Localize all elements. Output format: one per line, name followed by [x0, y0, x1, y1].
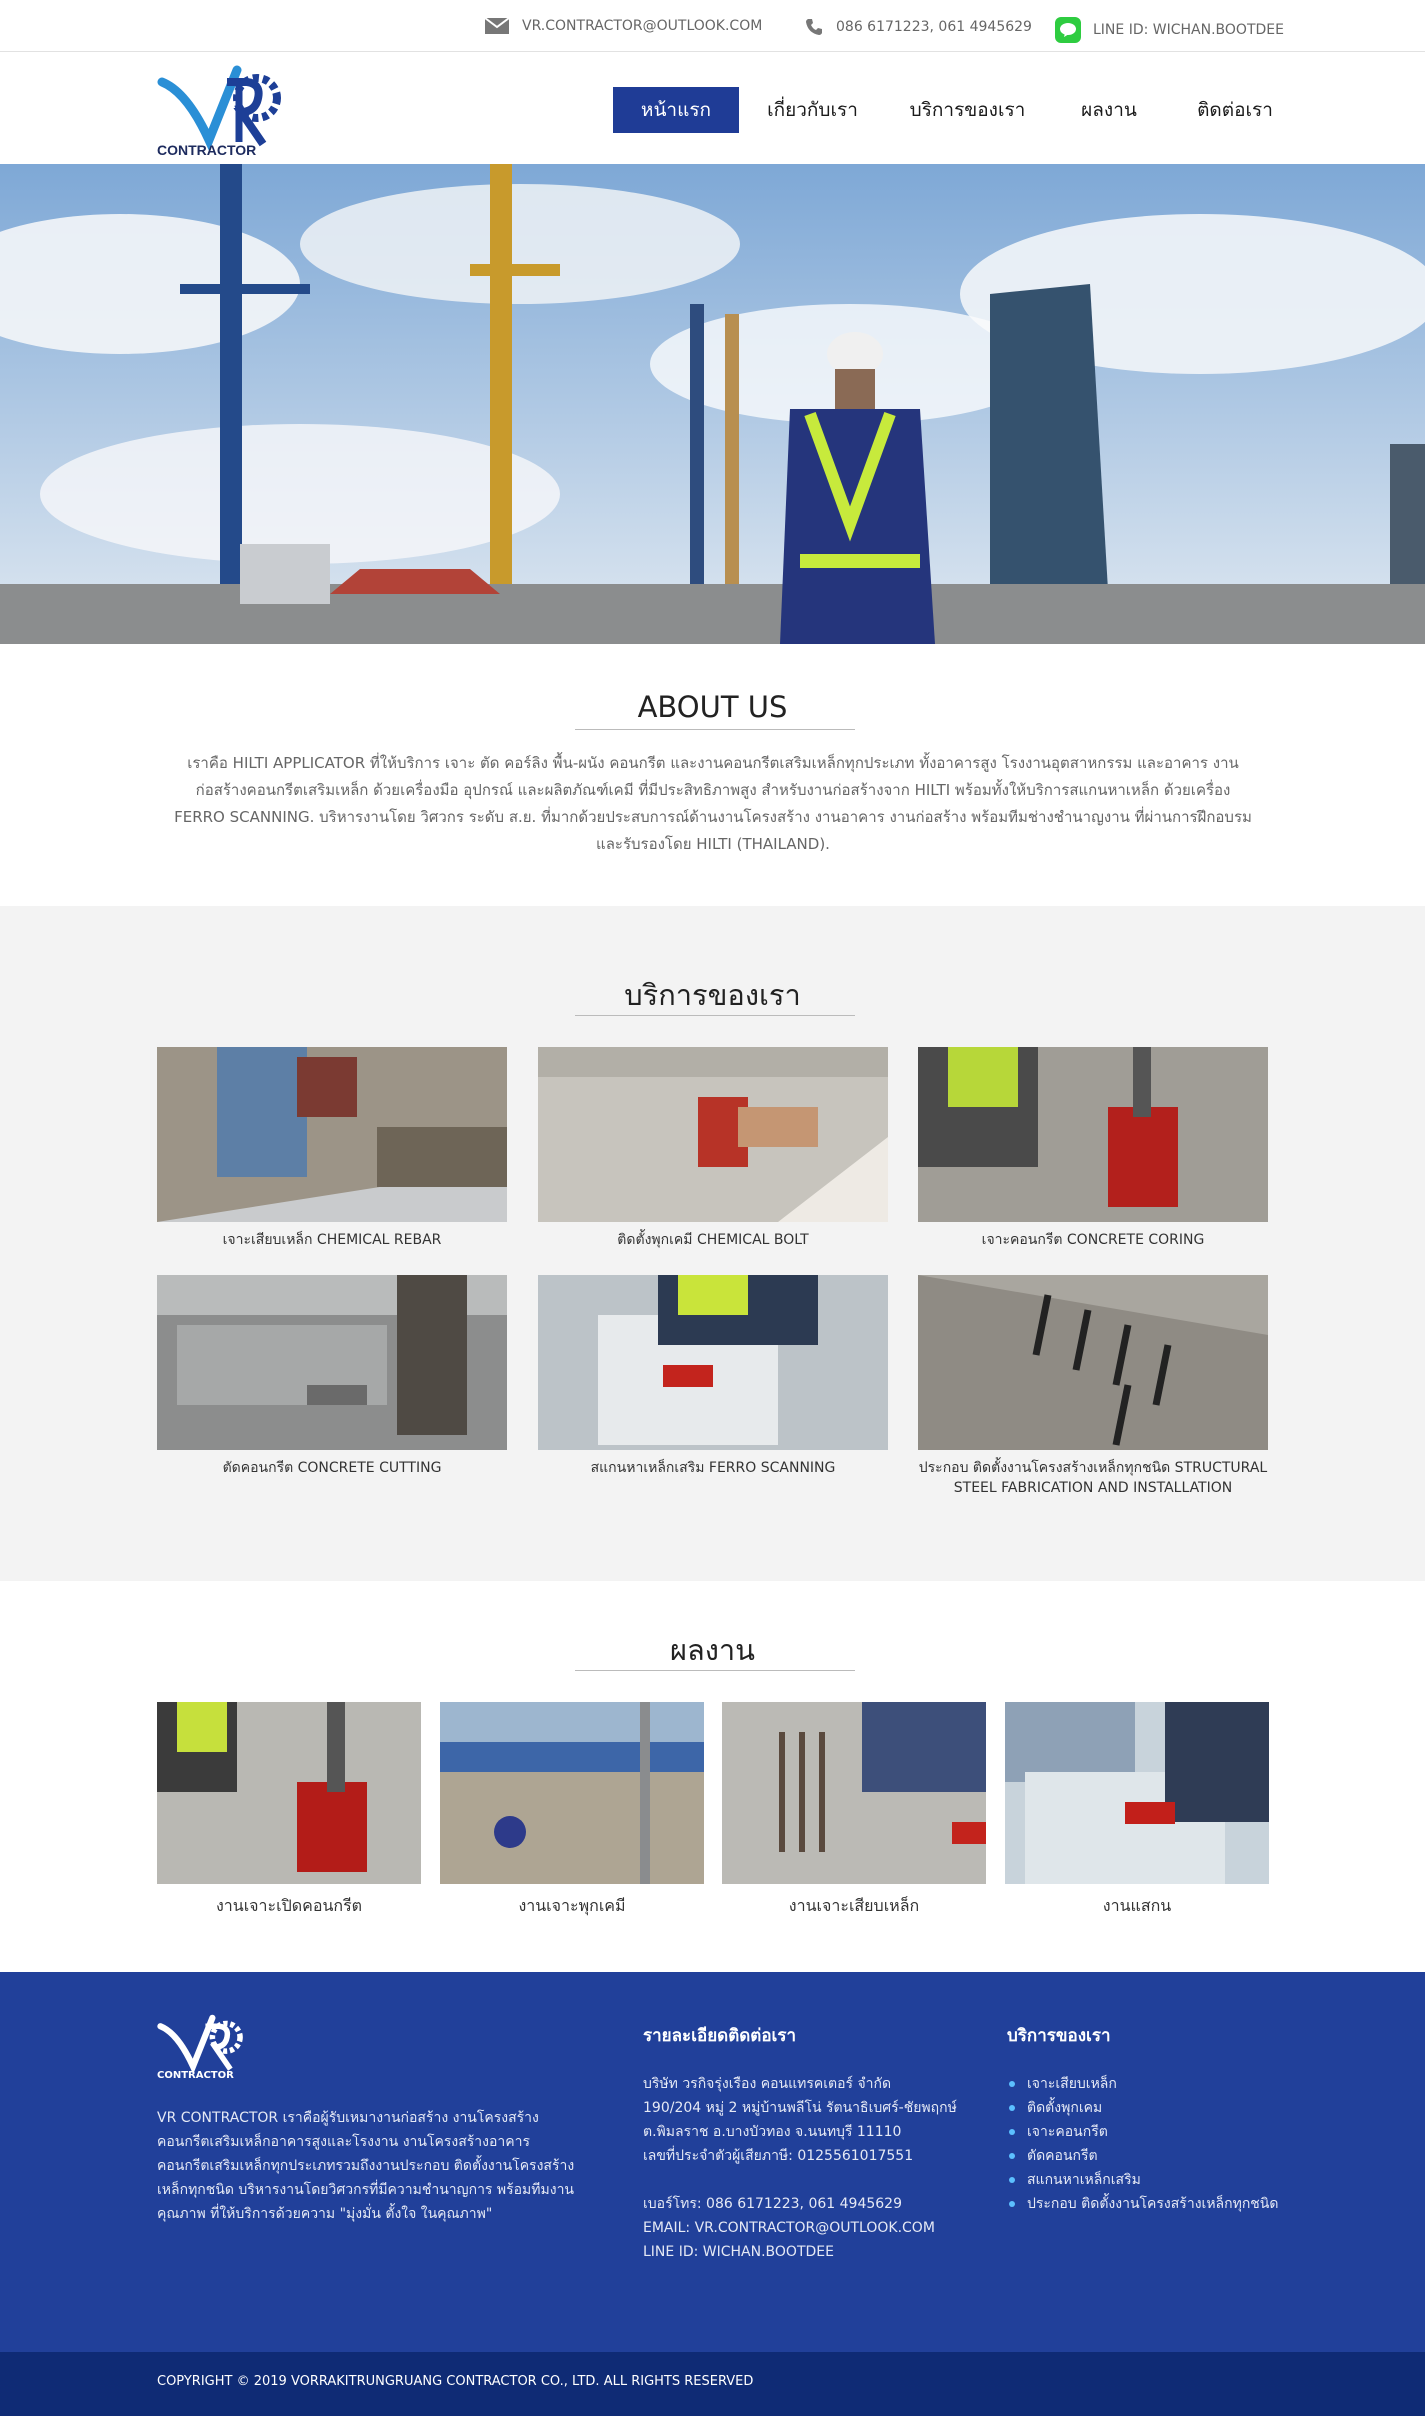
about-description: เราคือ HILTI APPLICATOR ที่ให้บริการ เจาะ ตัด คอร์ลิง พื้น-ผนัง คอนกรีต และงานคอนกรีตเสริมเหล็กทุกประเภท ทั้งอาคารสูง โรงงานอุตสาหกรรม และอาคาร งานก่อสร้างคอนกรีตเสริมเหล็ก ด้วยเครื่องมือ อุปกรณ์ และผลิตภัณฑ์เคมี ที่มีประสิทธิภาพสูง สำหรับงานก่อสร้างจาก HILTI พร้อมทั้งให้บริการสแกนหาเหล็ก ด้วยเครื่อง FERRO SCANNING. บริหารงานโดย วิศวกร ระดับ ส.ย. ที่มากด้วยประสบการณ์ด้านงานโครงสร้าง งานอาคาร งานก่อสร้าง พร้อมทีมช่างชำนาญงาน ที่ผ่านการฝึกอบรมและรับรองโดย HILTI (THAILAND).	[174, 754, 1252, 853]
nav-portfolio[interactable]: ผลงาน	[1081, 99, 1137, 121]
main-navbar	[0, 52, 1425, 164]
footer-contact-title: รายละเอียดติดต่อเรา	[643, 2026, 797, 2046]
footer-company: บริษัท วรกิจรุ่งเรือง คอนแทรคเตอร์ จำกัด	[643, 2076, 892, 2092]
service-image-ferro-scanning[interactable]	[538, 1275, 888, 1450]
service-image-concrete-coring[interactable]	[918, 1047, 1268, 1222]
portfolio-caption-concrete-opening: งานเจาะเปิดคอนกรีต	[215, 1896, 363, 1915]
service-caption-concrete-cutting: ตัดคอนกรีต CONCRETE CUTTING	[222, 1460, 442, 1476]
footer-about-text: VR CONTRACTOR เราคือผู้รับเหมางานก่อสร้าง งานโครงสร้างคอนกรีตเสริมเหล็กอาคารสูงและโรงงาน งานโครงสร้างอาคารคอนกรีตเสริมเหล็กทุกประเภทรวมถึงงานประกอบ ติดตั้งงานโครงสร้างเหล็กทุกชนิด บริหารงานโดยวิศวกรที่มีความชำนาญการ พร้อมทีมงานคุณภาพ ที่ให้บริการด้วยความ "มุ่งมั่น ตั้งใจ ในคุณภาพ"	[157, 2110, 575, 2222]
nav-contact[interactable]: ติดต่อเรา	[1197, 99, 1273, 121]
service-image-concrete-cutting[interactable]	[157, 1275, 507, 1450]
footer-address-1: 190/204 หมู่ 2 หมู่บ้านพลีโน่ รัตนาธิเบศร์-ชัยพฤกษ์	[643, 2100, 957, 2116]
line-app-icon	[1055, 17, 1081, 43]
footer-service-item[interactable]: ประกอบ ติดตั้งงานโครงสร้างเหล็กทุกชนิด	[1007, 2192, 1337, 2216]
footer-service-item[interactable]: ตัดคอนกรีต	[1007, 2144, 1337, 2168]
portfolio-caption-chemical-anchor: งานเจาะพุกเคมี	[518, 1896, 626, 1915]
footer-tax-id: เลขที่ประจำตัวผู้เสียภาษี: 0125561017551	[643, 2148, 914, 2164]
line-contact[interactable]	[1055, 17, 1284, 43]
email-text: VR.CONTRACTOR@OUTLOOK.COM	[522, 18, 763, 34]
copyright-bar	[0, 2352, 1425, 2416]
footer-logo-text: CONTRACTOR	[157, 2070, 234, 2081]
footer-line[interactable]: LINE ID: WICHAN.BOOTDEE	[643, 2244, 834, 2260]
nav-about[interactable]: เกี่ยวกับเรา	[767, 99, 858, 121]
footer-service-item[interactable]: เจาะคอนกรีต	[1007, 2120, 1337, 2144]
logo-text: CONTRACTOR	[157, 142, 257, 158]
portfolio-caption-scanning: งานแสกน	[1102, 1896, 1172, 1915]
service-caption-chemical-bolt: ติดตั้งพุกเคมี CHEMICAL BOLT	[617, 1232, 809, 1248]
portfolio-image-chemical-anchor[interactable]	[440, 1702, 704, 1884]
envelope-icon	[484, 17, 510, 35]
portfolio-image-scanning[interactable]	[1005, 1702, 1269, 1884]
footer-address-2: ต.พิมลราช อ.บางบัวทอง จ.นนทบุรี 11110	[643, 2124, 902, 2140]
service-caption-ferro-scanning: สแกนหาเหล็กเสริม FERRO SCANNING	[590, 1460, 836, 1476]
nav-home[interactable]: หน้าแรก	[613, 87, 739, 133]
email-contact[interactable]	[484, 17, 762, 35]
footer-email[interactable]: EMAIL: VR.CONTRACTOR@OUTLOOK.COM	[643, 2220, 935, 2236]
footer-service-item[interactable]: เจาะเสียบเหล็ก	[1007, 2072, 1337, 2096]
service-image-chemical-rebar[interactable]	[157, 1047, 507, 1222]
line-text: LINE ID: WICHAN.BOOTDEE	[1093, 22, 1284, 38]
services-divider	[575, 1015, 855, 1016]
footer-contact-block	[643, 2072, 973, 2264]
vr-contractor-logo[interactable]	[157, 62, 287, 162]
copyright-text: COPYRIGHT © 2019 VORRAKITRUNGRUANG CONTRACTOR CO., LTD. ALL RIGHTS RESERVED	[157, 2374, 754, 2389]
service-image-chemical-bolt[interactable]	[538, 1047, 888, 1222]
portfolio-title: ผลงาน	[669, 1633, 756, 1667]
hero-banner	[0, 164, 1425, 644]
service-caption-concrete-coring: เจาะคอนกรีต CONCRETE CORING	[981, 1232, 1205, 1248]
phone-text: 086 6171223, 061 4945629	[836, 19, 1032, 35]
phone-icon	[804, 17, 824, 37]
services-title: บริการของเรา	[624, 978, 801, 1012]
footer-service-item[interactable]: ติดตั้งพุกเคม	[1007, 2096, 1337, 2120]
footer-services-title: บริการของเรา	[1007, 2026, 1111, 2046]
hero-construction-image	[0, 164, 1425, 644]
about-title: ABOUT US	[637, 690, 788, 724]
footer-logo[interactable]	[157, 2012, 247, 2082]
footer-phone[interactable]: เบอร์โทร: 086 6171223, 061 4945629	[643, 2196, 902, 2212]
portfolio-divider	[575, 1670, 855, 1671]
service-image-steel-fabrication[interactable]	[918, 1275, 1268, 1450]
phone-contact[interactable]	[804, 17, 1032, 37]
portfolio-image-rebar-insert[interactable]	[722, 1702, 986, 1884]
footer	[0, 1972, 1425, 2352]
footer-services-list	[1007, 2072, 1337, 2216]
service-caption-steel-fabrication: ประกอบ ติดตั้งงานโครงสร้างเหล็กทุกชนิด STRUCTURAL STEEL FABRICATION AND INSTALLATION	[918, 1460, 1268, 1496]
service-caption-chemical-rebar: เจาะเสียบเหล็ก CHEMICAL REBAR	[222, 1232, 442, 1248]
footer-service-item[interactable]: สแกนหาเหล็กเสริม	[1007, 2168, 1337, 2192]
about-divider	[575, 729, 855, 730]
portfolio-image-concrete-opening[interactable]	[157, 1702, 421, 1884]
portfolio-caption-rebar-insert: งานเจาะเสียบเหล็ก	[788, 1896, 920, 1915]
nav-services[interactable]: บริการของเรา	[909, 99, 1026, 121]
top-bar	[0, 0, 1425, 52]
